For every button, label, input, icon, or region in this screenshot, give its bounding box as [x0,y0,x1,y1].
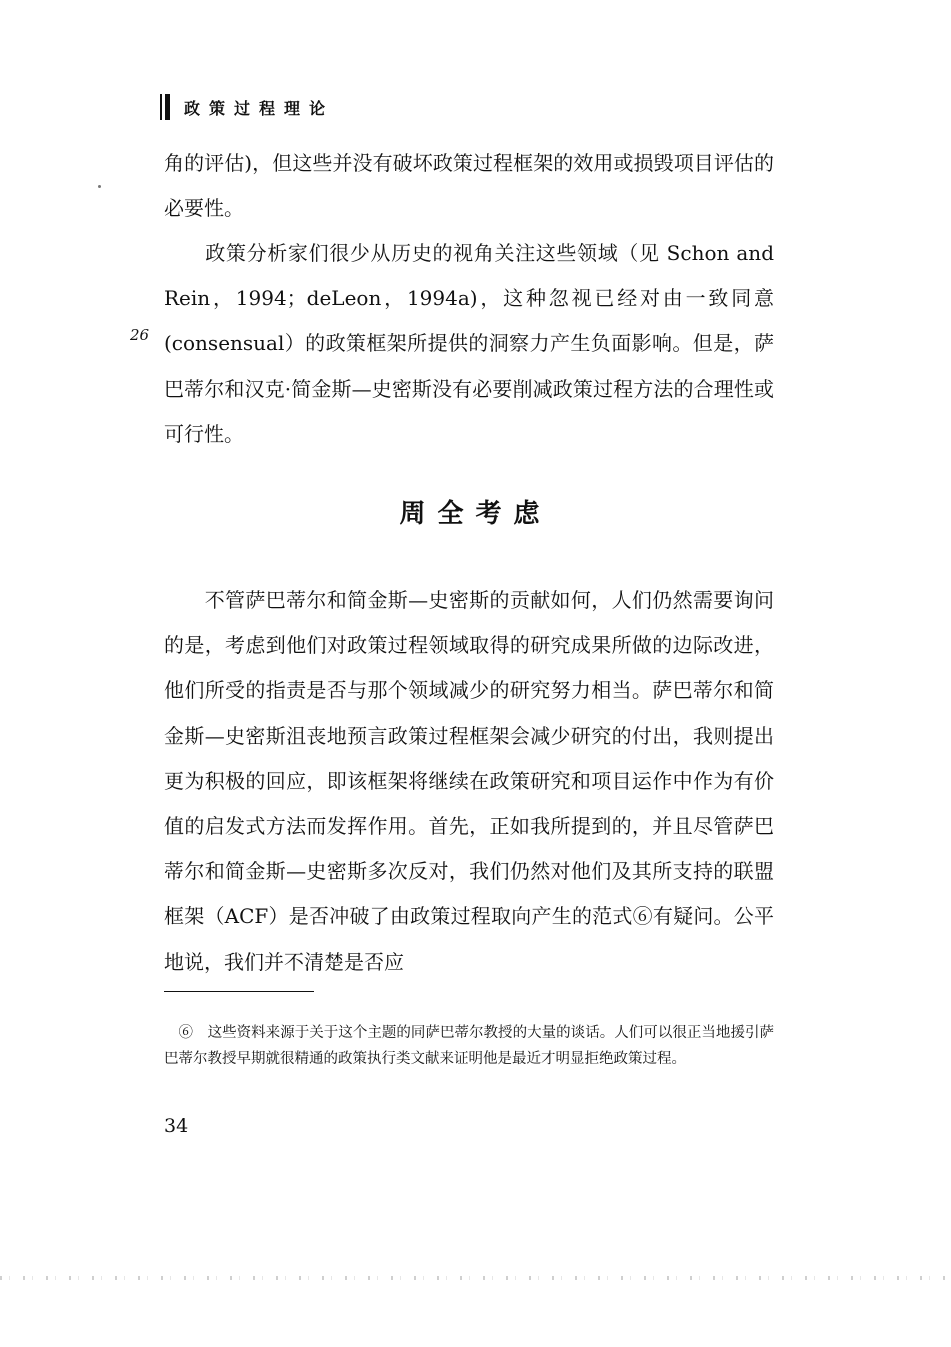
paragraph-1: 角的评估)，但这些并没有破坏政策过程框架的效用或损毁项目评估的必要性。 [164,151,774,221]
footnote: ⑥ 这些资料来源于关于这个主题的同萨巴蒂尔教授的大量的谈话。人们可以很正当地援引萨巴蒂尔教授早期就很精通的政策执行类文献来证明他是最近才明显拒绝政策过程。 [164,1025,774,1067]
footnote-separator [164,991,314,992]
running-header [160,94,334,120]
page-number: 34 [164,1115,189,1137]
scan-noise-strip [0,1276,951,1280]
running-header-title: 政策过程理论 [184,98,335,118]
section-paragraph: 不管萨巴蒂尔和简金斯—史密斯的贡献如何，人们仍然需要询问的是，考虑到他们对政策过程领域取得的研究成果所做的边际改进，他们所受的指责是否与那个领域减少的研究努力相当。萨巴蒂尔和简金斯—史密斯沮丧地预言政策过程框架会减少研究的付出，我则提出更为积极的回应，即该框架将继续在政策研究和项目运作中作为有价值的启发式方法而发挥作用。首先，正如我所提到的，并且尽管萨巴蒂尔和简金斯—史密斯多次反对，我们仍然对他们及其所支持的联盟框架（ACF）是否冲破了由政策过程取向产生的范式⑥有疑问。公平地说，我们并不清楚是否应 [164,588,774,974]
paragraph-2: 政策分析家们很少从历史的视角关注这些领域（见 Schon and Rein，1994；deLeon，1994a)，这种忽视已经对由一致同意(consensual）的政策框架所提供的洞察力产生负面影响。但是，萨巴蒂尔和汉克·简金斯—史密斯没有必要削减政策过程方法的合理性或可行性。 [164,241,774,446]
header-bar-ornament [160,94,170,120]
header-thick-bar [165,94,170,120]
scan-speck [98,185,101,188]
header-thin-bar [160,94,162,120]
margin-page-reference: 26 [130,326,150,344]
section-heading: 周全考虑 [399,499,552,529]
